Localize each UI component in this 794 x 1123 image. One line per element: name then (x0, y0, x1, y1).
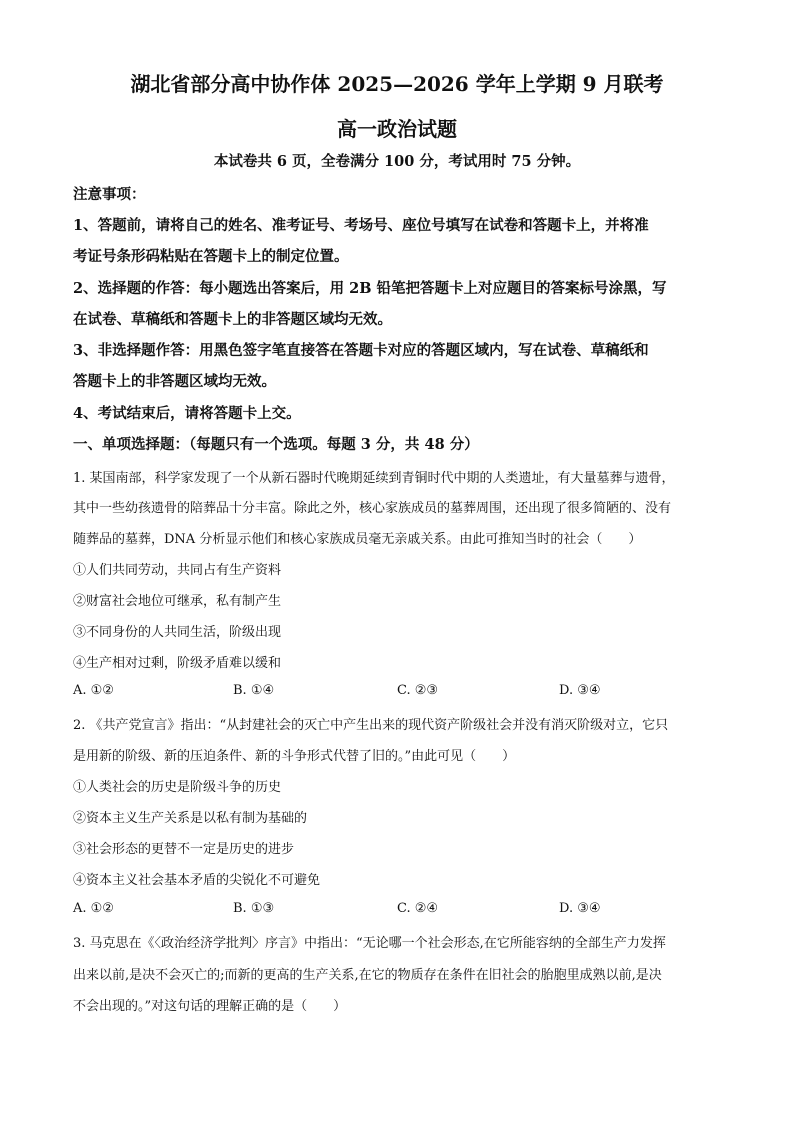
notice-line: 考证号条形码粘贴在答题卡上的制定位置。 (73, 248, 349, 265)
exam-subject-title: 高一政治试题 (337, 117, 457, 141)
section-heading: 一、单项选择题：（每题只有一个选项。每题 3 分，共 48 分） (73, 436, 479, 453)
question-1-stem-line: 其中一些幼孩遗骨的陪葬品十分丰富。除此之外，核心家族成员的墓葬周围，还出现了很多简陋的、没有 (73, 501, 672, 516)
question-1-statement: ③不同身份的人共同生活，阶级出现 (73, 625, 282, 640)
notice-line: 在试卷、草稿纸和答题卡上的非答题区域均无效。 (73, 311, 392, 328)
exam-info: 本试卷共 6 页，全卷满分 100 分，考试用时 75 分钟。 (213, 153, 581, 170)
notice-line: 4、考试结束后，请将答题卡上交。 (73, 405, 301, 422)
notice-line: 答题卡上的非答题区域均无效。 (73, 373, 276, 390)
question-1-stem-line: 1. 某国南部，科学家发现了一个从新石器时代晚期延续到青铜时代中期的人类遗址，有大量墓葬与遗骨， (73, 471, 675, 486)
notice-line: 2、选择题的作答：每小题选出答案后，用 2B 铅笔把答题卡上对应题目的答案标号涂黑，写 (73, 280, 667, 297)
question-2-statement: ③社会形态的更替不一定是历史的进步 (73, 842, 295, 857)
question-2-stem-line: 2. 《共产党宣言》指出：“从封建社会的灭亡中产生出来的现代资产阶级社会并没有消灭阶级对立，它只 (73, 718, 669, 733)
notice-heading: 注意事项： (73, 186, 146, 203)
question-1-option-d: D. ③④ (559, 683, 601, 698)
question-1-stem-line: 随葬品的墓葬，DNA 分析显示他们和核心家族成员毫无亲戚关系。由此可推知当时的社会（ ） (73, 532, 642, 547)
question-1-option-c: C. ②③ (397, 683, 439, 698)
question-3-stem-line: 出来以前,是决不会灭亡的;而新的更高的生产关系,在它的物质存在条件在旧社会的胎胞里成熟以前,是决 (73, 968, 662, 983)
question-1-option-a: A. ①② (73, 683, 114, 698)
question-2-option-d: D. ③④ (559, 901, 601, 916)
question-3-stem-line: 3. 马克思在《〈政治经济学批判〉序言》中指出：“无论哪一个社会形态,在它所能容纳的全部生产力发挥 (73, 936, 666, 951)
question-2-option-c: C. ②④ (397, 901, 439, 916)
question-2-statement: ④资本主义社会基本矛盾的尖锐化不可避免 (73, 873, 321, 888)
question-2-option-a: A. ①② (73, 901, 114, 916)
question-1-statement: ②财富社会地位可继承，私有制产生 (73, 594, 282, 609)
question-1-option-b: B. ①④ (233, 683, 275, 698)
question-2-statement: ①人类社会的历史是阶级斗争的历史 (73, 780, 282, 795)
exam-title: 湖北省部分高中协作体 2025—2026 学年上学期 9 月联考 (130, 72, 664, 96)
question-2-option-b: B. ①③ (233, 901, 275, 916)
notice-line: 1、答题前，请将自己的姓名、准考证号、考场号、座位号填写在试卷和答题卡上，并将准 (73, 217, 649, 234)
question-3-stem-line: 不会出现的。”对这句话的理解正确的是（ ） (73, 999, 347, 1014)
question-1-statement: ④生产相对过剩，阶级矛盾难以缓和 (73, 656, 282, 671)
question-1-statement: ①人们共同劳动，共同占有生产资料 (73, 563, 282, 578)
question-2-stem-line: 是用新的阶级、新的压迫条件、新的斗争形式代替了旧的。”由此可见（ ） (73, 749, 516, 764)
notice-line: 3、非选择题作答：用黑色签字笔直接答在答题卡对应的答题区域内，写在试卷、草稿纸和 (73, 342, 649, 359)
question-2-statement: ②资本主义生产关系是以私有制为基础的 (73, 811, 308, 826)
